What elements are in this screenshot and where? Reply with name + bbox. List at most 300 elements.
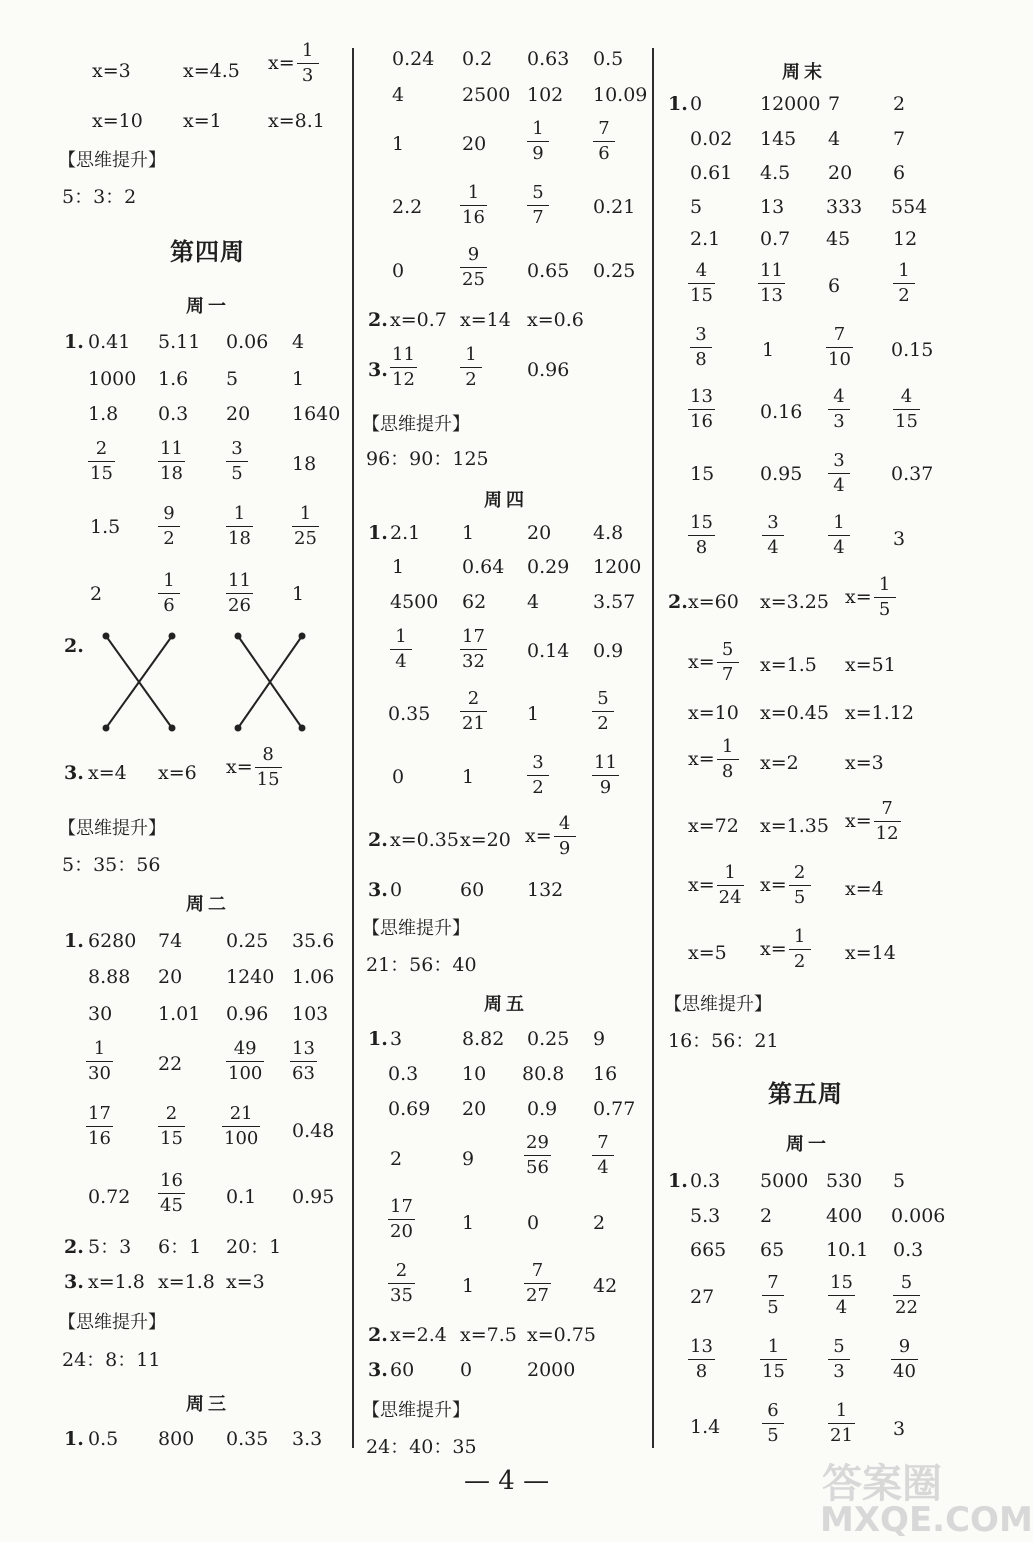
fraction-numerator: 4 <box>833 386 845 407</box>
week-title: 第五周 <box>768 1079 843 1108</box>
fraction-answer <box>390 628 412 671</box>
question-number: 1. <box>668 93 688 115</box>
answer-value: 5 <box>226 368 239 390</box>
answer-value: 0.25 <box>226 930 269 952</box>
fraction-bar <box>554 836 576 837</box>
answer-value: 0.64 <box>462 556 505 578</box>
fraction-denominator: 15 <box>90 463 113 484</box>
fraction-bar <box>86 1126 113 1127</box>
fraction-denominator: 8 <box>695 1361 708 1382</box>
answer-value: x=6 <box>158 762 197 784</box>
fraction-denominator: 30 <box>88 1063 111 1084</box>
fraction-bar <box>762 1295 784 1296</box>
fraction-numerator: 1 <box>532 118 544 139</box>
answer-value: 2 <box>90 583 103 605</box>
answer-value: x=4 <box>88 762 127 784</box>
fraction-answer <box>460 184 487 227</box>
question-number: 3. <box>64 762 84 784</box>
answer-value: 20 <box>462 1098 487 1120</box>
answer-value: 1 <box>292 583 305 605</box>
fraction-answer <box>690 326 712 369</box>
fraction-answer <box>688 514 715 557</box>
column-divider-left <box>352 48 354 1448</box>
answer-value: 0.006 <box>891 1205 946 1227</box>
fraction-denominator: 26 <box>228 595 251 616</box>
answer-value: 1 <box>462 1275 475 1297</box>
ratio-answer: 5：35：56 <box>62 854 161 876</box>
fraction-denominator: 2 <box>597 713 609 734</box>
answer-value: 20 <box>828 162 853 184</box>
answer-value: 7 <box>828 93 841 115</box>
fraction-answer <box>158 440 185 483</box>
fraction-numerator: 1 <box>724 862 736 883</box>
fraction-bar <box>460 205 487 206</box>
equation-fraction-answer <box>226 746 282 789</box>
answer-value: 2 <box>390 1148 403 1170</box>
fraction-answer <box>86 1040 113 1083</box>
answer-value: 20 <box>462 133 487 155</box>
fraction-answer <box>828 452 850 495</box>
fraction-numerator: 4 <box>558 813 571 834</box>
equation-prefix: x= <box>688 748 715 770</box>
equation-fraction-answer <box>845 576 896 619</box>
fraction-bar <box>460 267 487 268</box>
answer-value: x=4.5 <box>183 60 240 82</box>
fraction-bar <box>460 367 482 368</box>
answer-value: 10.09 <box>593 84 648 106</box>
fraction-bar <box>828 409 850 410</box>
answer-value: 0.48 <box>292 1120 335 1142</box>
fraction-denominator: 24 <box>718 887 742 908</box>
fraction-answer <box>460 246 487 289</box>
answer-value: 27 <box>690 1286 715 1308</box>
fraction-answer <box>592 690 614 733</box>
fraction-numerator: 1 <box>793 926 806 947</box>
fraction-answer <box>158 1105 185 1148</box>
fraction-denominator: 9 <box>532 143 544 164</box>
fraction-numerator: 1 <box>878 574 891 595</box>
fraction-numerator: 5 <box>532 182 544 203</box>
fraction-answer <box>828 514 850 557</box>
answer-value: 22 <box>158 1053 183 1075</box>
fraction-bar <box>891 1359 918 1360</box>
day-title: 周末 <box>782 62 826 83</box>
fraction-bar <box>758 283 785 284</box>
answer-value: 800 <box>158 1428 195 1450</box>
answer-value: x=20 <box>460 829 511 851</box>
answer-value: 0.1 <box>226 1186 257 1208</box>
answer-value: 6：1 <box>158 1236 202 1258</box>
answer-value: 15 <box>690 463 715 485</box>
answer-value: 2 <box>893 93 906 115</box>
answer-value: x=0.75 <box>527 1324 596 1346</box>
answer-value: 4 <box>292 331 305 353</box>
day-title: 周二 <box>186 894 230 915</box>
fraction-bar <box>592 1155 614 1156</box>
equation-fraction-answer <box>688 641 739 684</box>
fraction-answer <box>893 1274 920 1317</box>
fraction-denominator: 13 <box>760 285 783 306</box>
answer-value: 1 <box>462 1212 475 1234</box>
fraction-answer <box>789 864 811 907</box>
answer-value: 4500 <box>390 591 439 613</box>
fraction-answer <box>688 388 715 431</box>
answer-value: 0.2 <box>462 48 493 70</box>
fraction-denominator: 45 <box>160 1195 183 1216</box>
answer-value: 0.65 <box>527 260 570 282</box>
fraction-numerator: 13 <box>292 1038 315 1059</box>
fraction-numerator: 17 <box>462 626 485 647</box>
answer-value: 0.77 <box>593 1098 636 1120</box>
fraction-numerator: 2 <box>95 438 108 459</box>
answer-value: 35.6 <box>292 930 335 952</box>
answer-value: 4 <box>392 84 405 106</box>
answer-value: x=1.5 <box>760 654 817 676</box>
fraction-numerator: 8 <box>262 744 274 765</box>
answer-value: x=1.8 <box>158 1271 215 1293</box>
matching-dot <box>103 725 110 732</box>
answer-value: 0.95 <box>760 463 803 485</box>
fraction-denominator: 7 <box>721 664 734 685</box>
fraction-answer <box>891 1338 918 1381</box>
answer-value: 1.4 <box>690 1416 721 1438</box>
column-divider-right <box>652 48 654 1448</box>
answer-value: 145 <box>760 128 797 150</box>
day-title: 周一 <box>786 1134 830 1155</box>
answer-value: 60 <box>390 1359 415 1381</box>
fraction-answer <box>592 754 619 797</box>
answer-value: 0.02 <box>690 128 733 150</box>
fraction-bar <box>762 535 784 536</box>
answer-value: 20：1 <box>226 1236 282 1258</box>
equation-fraction-answer <box>760 864 811 907</box>
fraction-bar <box>390 367 417 368</box>
answer-value: 62 <box>462 591 487 613</box>
fraction-denominator: 100 <box>228 1063 263 1084</box>
matching-dot <box>299 633 306 640</box>
think-heading: 【思维提升】 <box>58 818 166 839</box>
answer-value: 16 <box>593 1063 618 1085</box>
fraction-numerator: 1 <box>767 1336 780 1357</box>
fraction-bar <box>527 141 549 142</box>
fraction-numerator: 7 <box>531 1260 544 1281</box>
fraction-numerator: 7 <box>767 1272 779 1293</box>
fraction-answer <box>828 1338 850 1381</box>
fraction-numerator: 2 <box>467 688 480 709</box>
answer-value: 0.24 <box>392 48 435 70</box>
answer-value: x=51 <box>845 654 896 676</box>
fraction-numerator: 1 <box>835 1400 848 1421</box>
fraction-bar <box>826 347 853 348</box>
fraction-denominator: 2 <box>793 951 806 972</box>
fraction-answer <box>762 514 784 557</box>
fraction-denominator: 18 <box>228 528 251 549</box>
fraction-bar <box>226 593 253 594</box>
equation-fraction-answer <box>525 815 576 858</box>
answer-value: 10.1 <box>826 1239 869 1261</box>
fraction-answer <box>828 1402 855 1445</box>
question-number: 1. <box>368 1028 388 1050</box>
fraction-denominator: 3 <box>833 1361 845 1382</box>
fraction-answer <box>592 1134 614 1177</box>
answer-value: 1.01 <box>158 1003 201 1025</box>
fraction-bar <box>760 1359 787 1360</box>
answer-value: 1 <box>392 133 405 155</box>
answer-value: 2.1 <box>390 522 421 544</box>
fraction-answer <box>297 42 319 85</box>
fraction-numerator: 15 <box>690 512 713 533</box>
fraction-bar <box>88 461 115 462</box>
ratio-answer: 21：56：40 <box>366 954 477 976</box>
fraction-answer <box>554 815 576 858</box>
fraction-denominator: 15 <box>690 285 713 306</box>
answer-value: 0.96 <box>527 359 570 381</box>
fraction-answer <box>688 1338 715 1381</box>
fraction-numerator: 7 <box>597 1132 609 1153</box>
fraction-denominator: 6 <box>163 595 175 616</box>
answer-value: 0.61 <box>690 162 733 184</box>
fraction-bar <box>158 526 180 527</box>
question-number: 1. <box>64 1428 84 1450</box>
fraction-numerator: 4 <box>695 260 708 281</box>
equation-prefix: x= <box>845 810 872 832</box>
answer-value: 3 <box>893 1418 906 1440</box>
fraction-answer <box>762 1274 784 1317</box>
fraction-denominator: 27 <box>526 1285 549 1306</box>
fraction-answer <box>593 120 615 163</box>
answer-value: 60 <box>460 879 485 901</box>
answer-value: 4 <box>828 128 841 150</box>
day-title: 周五 <box>484 994 528 1015</box>
fraction-denominator: 15 <box>256 769 280 790</box>
fraction-answer <box>158 1172 185 1215</box>
fraction-denominator: 25 <box>462 269 485 290</box>
fraction-denominator: 6 <box>598 143 610 164</box>
think-heading: 【思维提升】 <box>362 1400 470 1421</box>
fraction-numerator: 6 <box>767 1400 779 1421</box>
equation-fraction-answer <box>688 738 739 781</box>
answer-value: 554 <box>891 196 928 218</box>
answer-value: 0.3 <box>388 1063 419 1085</box>
answer-value: x=0.45 <box>760 702 829 724</box>
fraction-bar <box>828 473 850 474</box>
fraction-answer <box>893 388 920 431</box>
equation-fraction-answer <box>845 800 901 843</box>
fraction-bar <box>290 1061 317 1062</box>
answer-value: 665 <box>690 1239 727 1261</box>
answer-value: x=0.7 <box>390 309 447 331</box>
fraction-denominator: 4 <box>835 1297 848 1318</box>
answer-value: x=72 <box>688 815 739 837</box>
answer-value: 20 <box>158 966 183 988</box>
fraction-bar <box>874 597 896 598</box>
fraction-denominator: 15 <box>160 1128 183 1149</box>
answer-value: 74 <box>158 930 183 952</box>
answer-value: 1 <box>392 556 405 578</box>
fraction-answer <box>527 120 549 163</box>
fraction-numerator: 29 <box>526 1132 549 1153</box>
fraction-answer <box>874 800 901 843</box>
answer-value: 1 <box>762 339 775 361</box>
fraction-answer <box>255 746 282 789</box>
answer-value: 5.11 <box>158 331 201 353</box>
answer-value: 0 <box>390 879 403 901</box>
fraction-numerator: 16 <box>160 1170 183 1191</box>
week-title: 第四周 <box>170 237 245 266</box>
fraction-denominator: 5 <box>793 887 806 908</box>
answer-value: 0.35 <box>388 703 431 725</box>
answer-value: x=3 <box>226 1271 265 1293</box>
answer-value: 0.37 <box>891 463 934 485</box>
fraction-bar <box>690 347 712 348</box>
fraction-answer <box>88 440 115 483</box>
answer-value: 3.57 <box>593 591 636 613</box>
answer-value: 0 <box>392 260 405 282</box>
answer-value: 2 <box>760 1205 773 1227</box>
answer-value: 0 <box>690 93 703 115</box>
fraction-bar <box>158 1126 185 1127</box>
fraction-bar <box>460 711 487 712</box>
fraction-answer <box>158 505 180 548</box>
fraction-bar <box>828 1423 855 1424</box>
fraction-answer <box>893 262 915 305</box>
fraction-denominator: 4 <box>833 537 845 558</box>
answer-value: 0.3 <box>158 403 189 425</box>
question-number: 3. <box>368 879 388 901</box>
fraction-denominator: 2 <box>898 285 910 306</box>
fraction-answer <box>460 628 487 671</box>
equation-prefix: x= <box>525 825 552 847</box>
ratio-answer: 24：8：11 <box>62 1349 161 1371</box>
fraction-numerator: 7 <box>833 324 846 345</box>
fraction-bar <box>789 949 811 950</box>
fraction-denominator: 2 <box>532 777 544 798</box>
fraction-denominator: 2 <box>163 528 175 549</box>
fraction-bar <box>297 63 319 64</box>
answer-value: 6 <box>828 275 841 297</box>
answer-value: 0.06 <box>226 331 269 353</box>
fraction-numerator: 9 <box>467 244 480 265</box>
fraction-numerator: 3 <box>532 752 544 773</box>
fraction-answer <box>222 1105 260 1148</box>
answer-value: 5000 <box>760 1170 809 1192</box>
fraction-numerator: 13 <box>690 386 713 407</box>
fraction-numerator: 5 <box>721 639 734 660</box>
answer-value: 80.8 <box>522 1063 565 1085</box>
fraction-denominator: 21 <box>462 713 485 734</box>
fraction-answer <box>688 262 715 305</box>
answer-value: 0.5 <box>593 48 624 70</box>
fraction-bar <box>688 535 715 536</box>
fraction-answer <box>874 576 896 619</box>
question-number: 3. <box>368 1359 388 1381</box>
equation-prefix: x= <box>268 52 295 74</box>
fraction-denominator: 100 <box>224 1128 259 1149</box>
answer-value: 1 <box>292 368 305 390</box>
answer-value: x=2 <box>760 752 799 774</box>
fraction-denominator: 2 <box>465 369 477 390</box>
answer-value: 65 <box>760 1239 785 1261</box>
answer-value: 0.15 <box>891 339 934 361</box>
answer-value: x=0.6 <box>527 309 584 331</box>
fraction-bar <box>222 1126 260 1127</box>
fraction-answer <box>527 184 549 227</box>
answer-value: 2000 <box>527 1359 576 1381</box>
question-number: 2. <box>368 829 388 851</box>
fraction-denominator: 7 <box>532 207 544 228</box>
question-number: 2. <box>368 309 388 331</box>
fraction-answer <box>789 928 811 971</box>
fraction-numerator: 15 <box>830 1272 853 1293</box>
fraction-denominator: 3 <box>833 411 845 432</box>
answer-value: 102 <box>527 84 564 106</box>
fraction-denominator: 15 <box>895 411 918 432</box>
day-title: 周四 <box>484 490 528 511</box>
fraction-denominator: 3 <box>301 65 314 86</box>
question-number: 2. <box>64 1236 84 1258</box>
fraction-answer <box>717 641 739 684</box>
fraction-numerator: 1 <box>465 344 477 365</box>
ratio-answer: 5：3：2 <box>62 186 137 208</box>
fraction-numerator: 49 <box>233 1038 257 1059</box>
fraction-denominator: 5 <box>767 1425 779 1446</box>
answer-value: x=4 <box>845 878 884 900</box>
fraction-numerator: 3 <box>767 512 779 533</box>
fraction-answer <box>158 572 180 615</box>
fraction-denominator: 8 <box>721 761 734 782</box>
answer-value: 0.35 <box>226 1428 269 1450</box>
fraction-bar <box>828 1295 855 1296</box>
question-number: 1. <box>64 930 84 952</box>
answer-value: 0.21 <box>593 196 636 218</box>
answer-value: 0.14 <box>527 640 570 662</box>
answer-value: x=10 <box>688 702 739 724</box>
fraction-denominator: 20 <box>390 1221 413 1242</box>
ratio-answer: 16：56：21 <box>668 1030 779 1052</box>
equation-fraction-answer <box>760 928 811 971</box>
matching-dot <box>103 633 110 640</box>
equation-fraction-answer <box>268 42 319 85</box>
fraction-numerator: 1 <box>299 503 312 524</box>
watermark-url: MXQE.COM <box>820 1500 1033 1540</box>
equation-prefix: x= <box>760 938 787 960</box>
answer-value: 2 <box>593 1212 606 1234</box>
answer-value: 1 <box>462 522 475 544</box>
answer-value: 30 <box>88 1003 113 1025</box>
watermark-logo: 答案圈 <box>822 1461 942 1507</box>
think-heading: 【思维提升】 <box>362 918 470 939</box>
fraction-numerator: 5 <box>833 1336 845 1357</box>
answer-value: 0.9 <box>593 640 624 662</box>
fraction-answer <box>226 1040 264 1083</box>
fraction-denominator: 9 <box>599 777 612 798</box>
fraction-answer <box>388 1198 415 1241</box>
fraction-denominator: 4 <box>597 1157 609 1178</box>
answer-value: 20 <box>226 403 251 425</box>
answer-value: x=1 <box>183 110 222 132</box>
answer-value: 1.5 <box>90 516 121 538</box>
fraction-bar <box>226 461 248 462</box>
think-heading: 【思维提升】 <box>58 150 166 171</box>
fraction-bar <box>828 535 850 536</box>
answer-value: 5 <box>893 1170 906 1192</box>
answer-value: x=1.12 <box>845 702 914 724</box>
answer-value: x=2.4 <box>390 1324 447 1346</box>
fraction-bar <box>789 885 811 886</box>
fraction-numerator: 21 <box>229 1103 253 1124</box>
fraction-denominator: 18 <box>160 463 183 484</box>
answer-value: 12 <box>893 228 918 250</box>
